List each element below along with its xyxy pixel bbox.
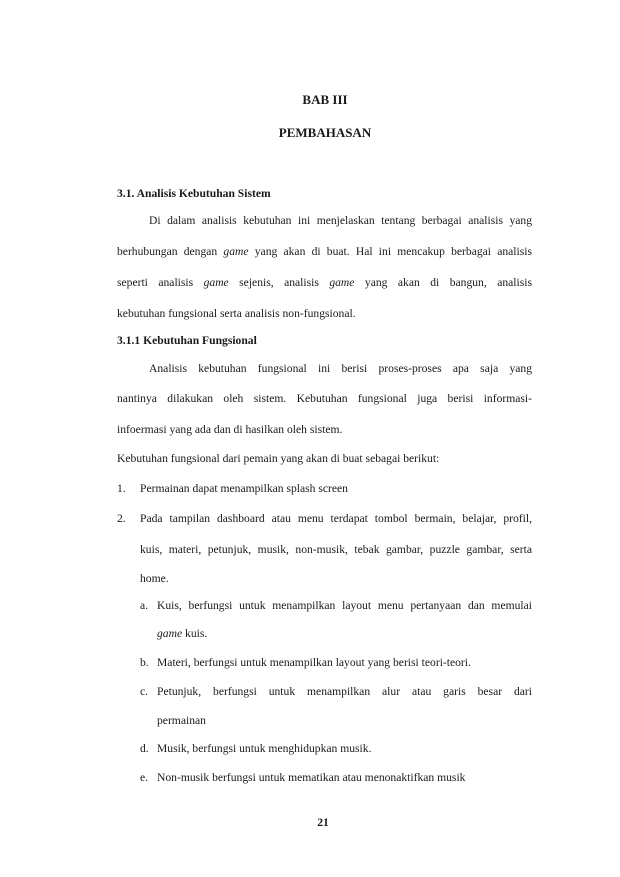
sublist-text: Materi, berfungsi untuk menampilkan layout yang berisi teori-teori. <box>157 656 471 669</box>
paragraph-line: seperti analisis game sejenis, analisis game yang akan di bangun, analisis <box>117 276 532 289</box>
sublist-letter: c. <box>140 685 149 698</box>
chapter-title: PEMBAHASAN <box>278 125 372 140</box>
paragraph-line: infoermasi yang ada dan di hasilkan oleh sistem. <box>117 423 343 436</box>
sublist-letter: e. <box>140 771 149 784</box>
sublist-text: Kuis, berfungsi untuk menampilkan layout menu pertanyaan dan memulai <box>157 599 532 612</box>
list-intro: Kebutuhan fungsional dari pemain yang akan di buat sebagai berikut: <box>117 452 440 465</box>
chapter-number: BAB III <box>302 92 348 107</box>
page-number: 21 <box>317 816 329 829</box>
list-item-text: home. <box>140 572 169 585</box>
sublist-text: game kuis. <box>157 627 208 640</box>
section-heading-3-1-1: 3.1.1 Kebutuhan Fungsional <box>117 334 257 347</box>
list-item-text: Permainan dapat menampilkan splash screen <box>140 482 348 495</box>
sublist-text: Musik, berfungsi untuk menghidupkan musik. <box>157 742 372 755</box>
list-item-text: Pada tampilan dashboard atau menu terdapat tombol bermain, belajar, profil, <box>140 512 532 525</box>
sublist-text: permainan <box>157 714 206 727</box>
paragraph-line: nantinya dilakukan oleh sistem. Kebutuhan fungsional juga berisi informasi- <box>117 392 532 405</box>
paragraph-line: kebutuhan fungsional serta analisis non-fungsional. <box>117 307 356 320</box>
sublist-text: Petunjuk, berfungsi untuk menampilkan alur atau garis besar dari <box>157 685 532 698</box>
sublist-letter: a. <box>140 599 149 612</box>
paragraph-line: Di dalam analisis kebutuhan ini menjelaskan tentang berbagai analisis yang <box>149 214 532 227</box>
sublist-letter: d. <box>140 742 149 755</box>
list-item-text: kuis, materi, petunjuk, musik, non-musik, tebak gambar, puzzle gambar, serta <box>140 543 532 556</box>
list-number: 2. <box>117 512 126 525</box>
paragraph-line: berhubungan dengan game yang akan di buat. Hal ini mencakup berbagai analisis <box>117 245 532 258</box>
section-heading-3-1: 3.1. Analisis Kebutuhan Sistem <box>117 187 271 200</box>
sublist-letter: b. <box>140 656 149 669</box>
list-number: 1. <box>117 482 126 495</box>
paragraph-line: Analisis kebutuhan fungsional ini berisi proses-proses apa saja yang <box>149 362 532 375</box>
sublist-text: Non-musik berfungsi untuk mematikan atau menonaktifkan musik <box>157 771 466 784</box>
